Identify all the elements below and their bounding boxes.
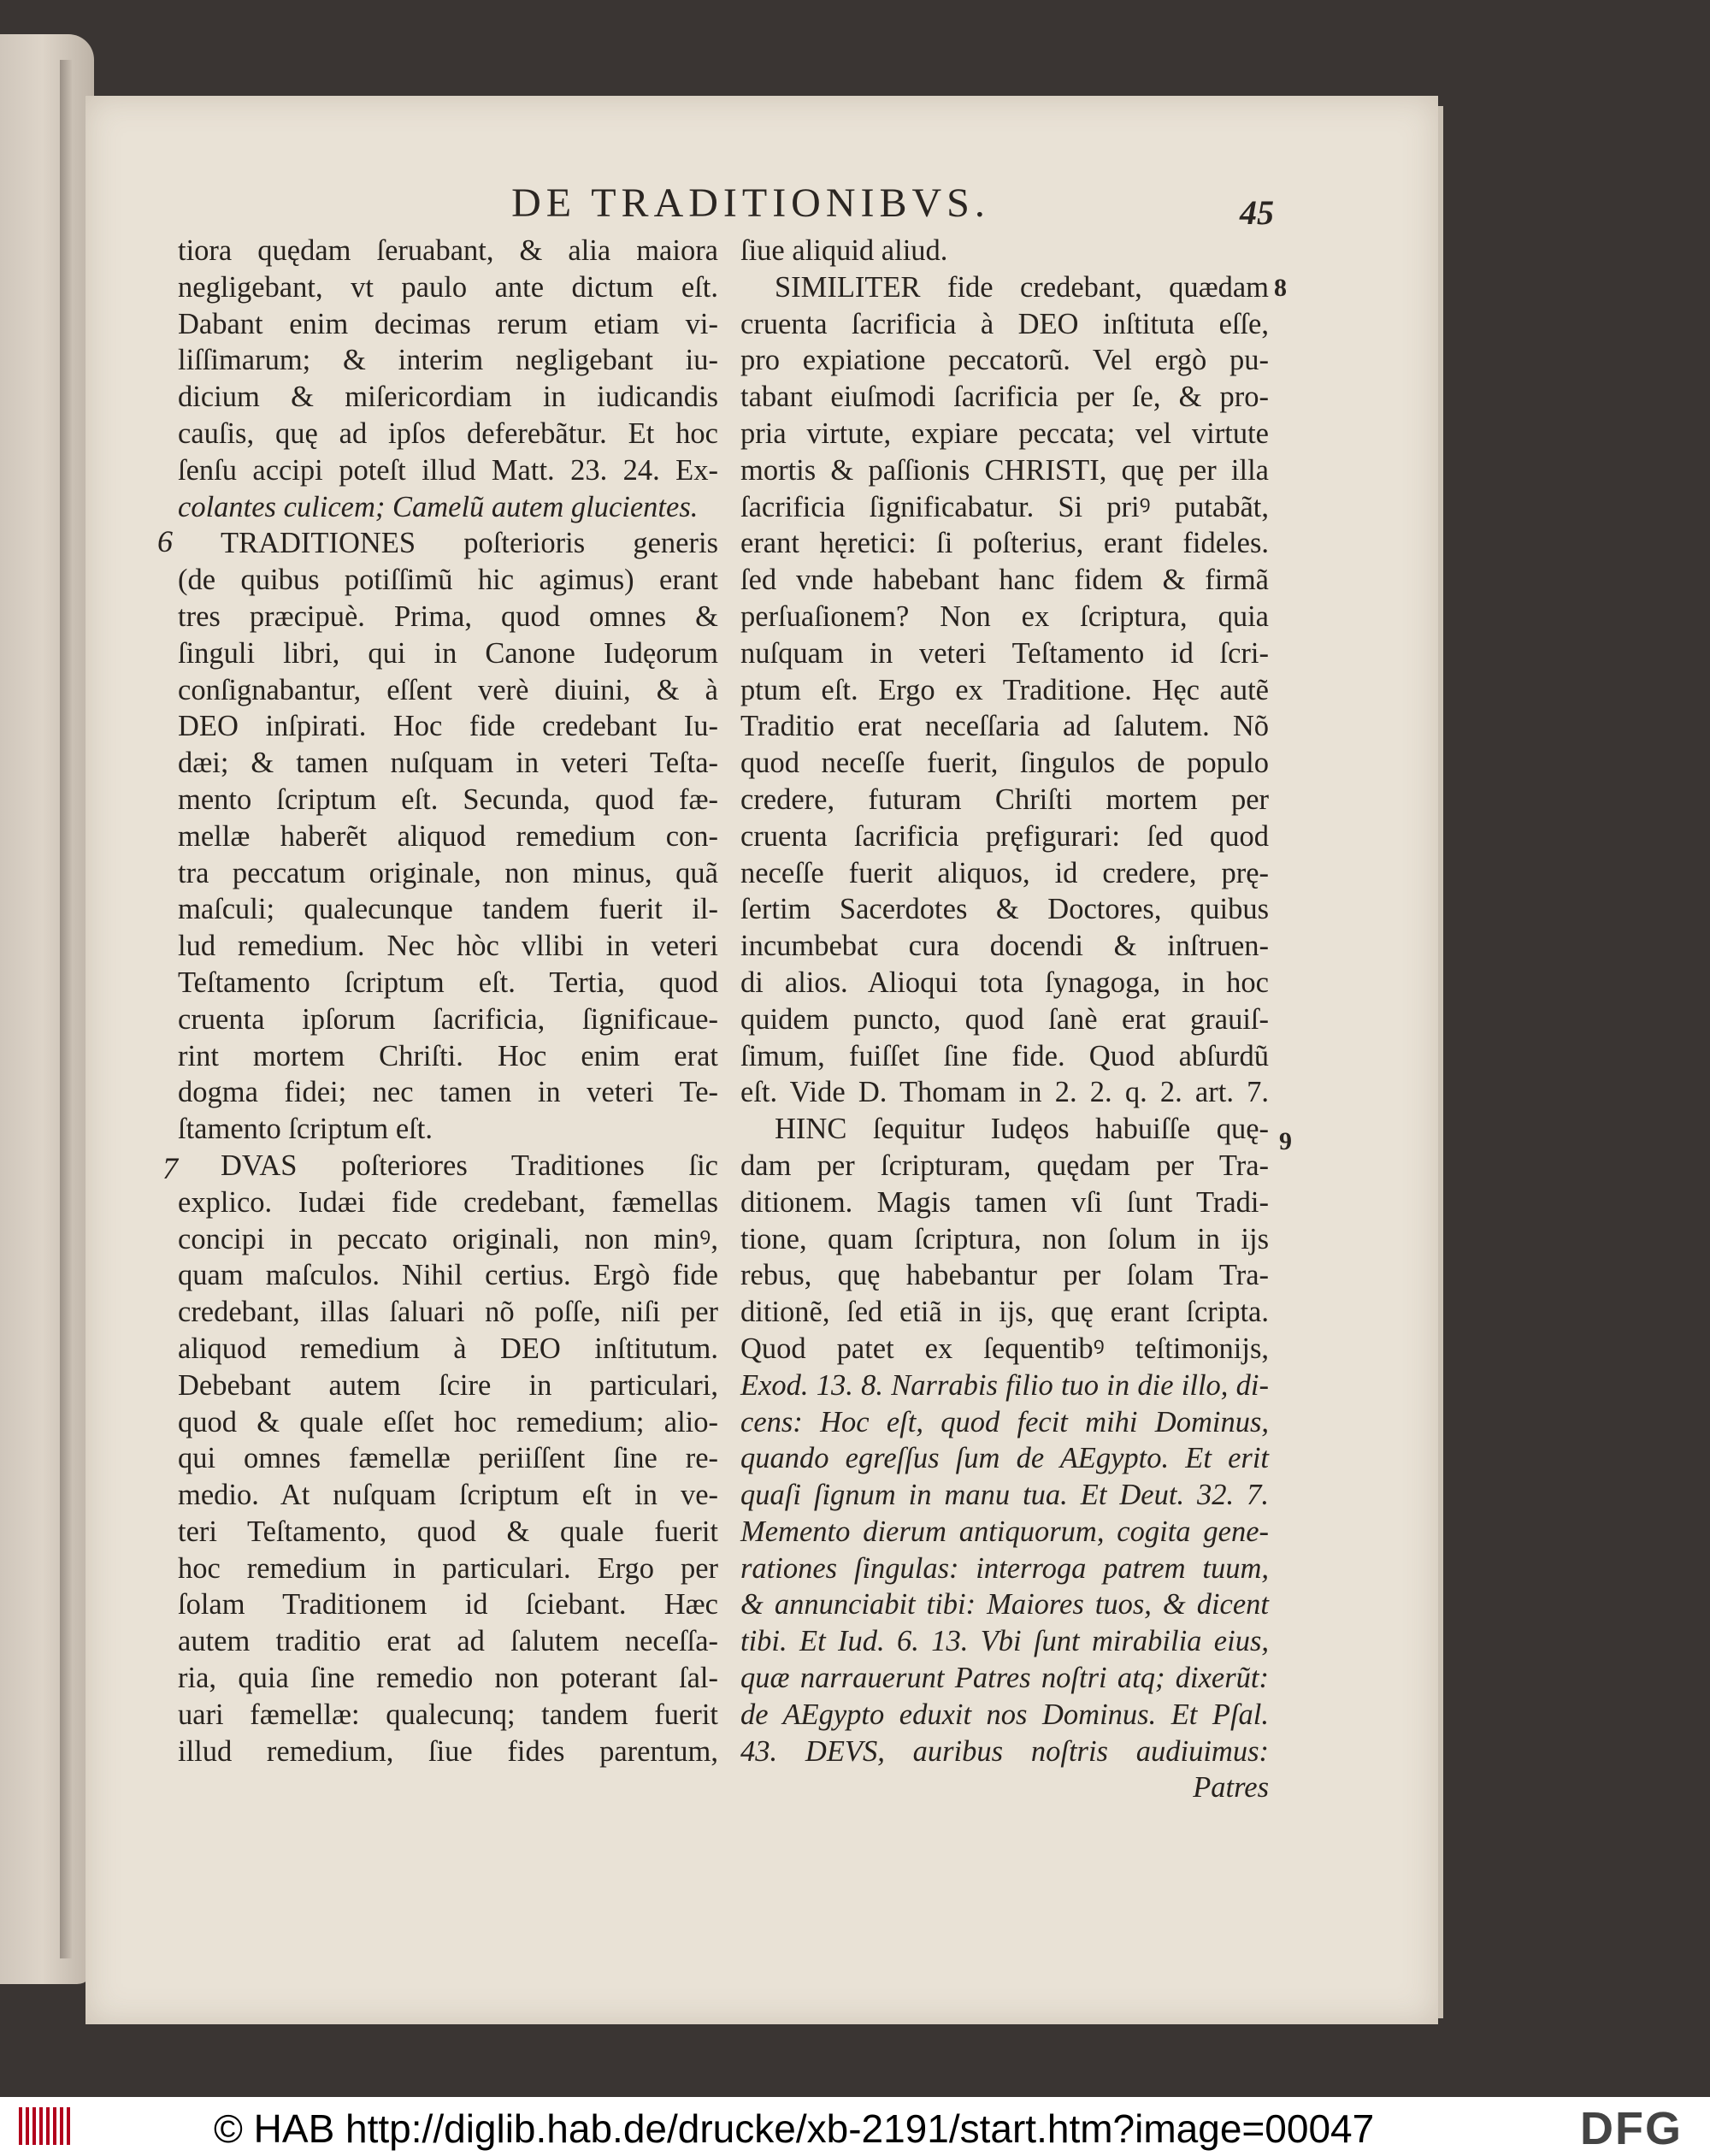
- text-line: & annunciabit tibi: Maiores tuos, & dicent: [740, 1588, 1269, 1621]
- text-line: quam maſculos. Nihil certius. Ergò fide: [178, 1259, 718, 1292]
- text-line: Quod patet ex ſequentibꝰ teſtimonijs,: [740, 1332, 1269, 1365]
- text-line: cruenta ſacrificia pręfigurari: ſed quod: [740, 819, 1269, 853]
- text-line: ſolam Traditionem id ſciebant. Hæc: [178, 1588, 718, 1621]
- margin-mark-9: 9: [1279, 1127, 1292, 1155]
- text-line: Exod. 13. 8. Narrabis filio tuo in die illo, di-: [740, 1368, 1269, 1402]
- margin-number-7: 7: [162, 1151, 178, 1185]
- text-line: Teſtamento ſcriptum eſt. Tertia, quod: [178, 966, 718, 999]
- text-line: liſſimarum; & interim negligebant iu-: [178, 344, 718, 377]
- text-line: hoc remedium in particulari. Ergo per: [178, 1551, 718, 1585]
- text-line: ditionẽ, ſed etiã in ijs, quę erant ſcripta.: [740, 1296, 1269, 1329]
- text-line: medio. At nuſquam ſcriptum eſt in ve-: [178, 1479, 718, 1512]
- right-text-column: [740, 233, 1269, 1806]
- text-line: rint mortem Chriſti. Hoc enim erat: [178, 1039, 718, 1072]
- text-line: dam per ſcripturam, quędam per Tra-: [740, 1149, 1269, 1182]
- text-line: explico. Iudæi fide credebant, fæmellas: [178, 1185, 718, 1219]
- text-line: eſt. Vide D. Thomam in 2. 2. q. 2. art. 7.: [740, 1076, 1269, 1109]
- text-line: ſtamento ſcriptum eſt.: [178, 1113, 433, 1146]
- text-line: tra peccatum originale, non minus, quã: [178, 856, 718, 889]
- left-text-column: [178, 233, 718, 1769]
- page-edge: [1438, 106, 1443, 2018]
- text-line: DVAS poſteriores Traditiones ſic: [221, 1149, 718, 1182]
- text-line: tione, quam ſcriptura, non ſolum in ijs: [740, 1222, 1269, 1255]
- text-line: concipi in peccato originali, non minꝰ,: [178, 1222, 718, 1255]
- previous-page-edge: [0, 34, 94, 1984]
- text-line: qui omnes fæmellæ periiſſent ſine re-: [178, 1442, 718, 1475]
- text-line: ſimum, fuiſſet ſine fide. Quod abſurdũ: [740, 1039, 1269, 1072]
- running-head: DE TRADITIONIBVS.: [511, 180, 990, 226]
- text-line: ſinguli libri, qui in Canone Iudęorum: [178, 636, 718, 670]
- margin-number-6: 6: [157, 524, 173, 558]
- text-line: ſertim Sacerdotes & Doctores, quibus: [740, 893, 1269, 926]
- page-number: 45: [1240, 193, 1274, 232]
- text-line: tiora quędam ſeruabant, & alia maiora: [178, 234, 718, 267]
- text-line: conſignabantur, eſſent verè diuini, & à: [178, 673, 718, 706]
- text-line: TRADITIONES poſterioris generis: [221, 527, 718, 560]
- text-line: cauſis, quę ad ipſos deferebãtur. Et hoc: [178, 416, 718, 450]
- text-line: mellæ haberẽt aliquod remedium con-: [178, 819, 718, 853]
- text-line: cens: Hoc eſt, quod fecit mihi Dominus,: [740, 1405, 1269, 1438]
- text-line: Debebant autem ſcire in particulari,: [178, 1368, 718, 1402]
- margin-mark-8: 8: [1274, 274, 1287, 302]
- text-line: rebus, quę habebantur per ſolam Tra-: [740, 1259, 1269, 1292]
- text-line: uari fæmellæ: qualecunq; tandem fuerit: [178, 1698, 718, 1731]
- text-line: quæ narrauerunt Patres noſtri atq; dixerũt:: [740, 1662, 1269, 1695]
- text-line: ſed vnde habebant hanc fidem & firmã: [740, 564, 1269, 597]
- text-line: dogma fidei; nec tamen in veteri Te-: [178, 1076, 718, 1109]
- text-line: illud remedium, ſiue fides parentum,: [178, 1734, 718, 1768]
- text-line: quidem puncto, quod ſanè erat grauiſ-: [740, 1002, 1269, 1036]
- text-line: maſculi; qualecunque tandem fuerit il-: [178, 893, 718, 926]
- text-line: ptum eſt. Ergo ex Traditione. Hęc autẽ: [740, 673, 1269, 706]
- text-line: quando egreſſus ſum de AEgypto. Et erit: [740, 1442, 1269, 1475]
- text-line: de AEgypto eduxit nos Dominus. Et Pſal.: [740, 1698, 1269, 1731]
- text-line: tres præcipuè. Prima, quod omnes &: [178, 600, 718, 633]
- text-line: rationes ſingulas: interroga patrem tuum,: [740, 1551, 1269, 1585]
- text-line: negligebant, vt paulo ante dictum eſt.: [178, 270, 718, 304]
- book-gutter: [60, 60, 72, 1958]
- text-line: mortis & paſſionis CHRISTI, quę per illa: [740, 453, 1269, 487]
- text-line: aliquod remedium à DEO inſtitutum.: [178, 1332, 718, 1365]
- text-line: Dabant enim decimas rerum etiam vi-: [178, 307, 718, 340]
- text-line: pro expiatione peccatorũ. Vel ergò pu-: [740, 344, 1269, 377]
- text-line: Memento dierum antiquorum, cogita gene-: [740, 1515, 1269, 1548]
- text-line: 43. DEVS, auribus noſtris audiuimus:: [740, 1734, 1269, 1768]
- text-line: erant hęretici: ſi poſterius, erant fideles.: [740, 527, 1269, 560]
- copyright-link[interactable]: © HAB http://diglib.hab.de/drucke/xb-2191/start.htm?image=00047: [214, 2106, 1375, 2151]
- text-line: ſiue aliquid aliud.: [740, 234, 948, 267]
- text-line: SIMILITER fide credebant, quædam: [775, 270, 1269, 304]
- text-line: cruenta ipſorum ſacrificia, ſignificaue-: [178, 1002, 718, 1036]
- text-line: pria virtute, expiare peccata; vel virtute: [740, 416, 1269, 450]
- text-line: dæi; & tamen nuſquam in veteri Teſta-: [178, 747, 718, 780]
- text-line: Traditio erat neceſſaria ad ſalutem. Nõ: [740, 710, 1269, 743]
- text-line: incumbebat cura docendi & inſtruen-: [740, 930, 1269, 963]
- text-line: neceſſe fuerit aliquos, id credere, prę-: [740, 856, 1269, 889]
- text-line: colantes culicem; Camelũ autem glucientes.: [178, 490, 699, 523]
- text-line: ſenſu accipi poteſt illud Matt. 23. 24. Ex-: [178, 453, 718, 487]
- catchword: Patres: [1193, 1771, 1269, 1805]
- text-line: autem traditio erat ad ſalutem neceſſa-: [178, 1625, 718, 1658]
- text-line: HINC ſequitur Iudęos habuiſſe quę-: [775, 1113, 1269, 1146]
- text-line: credebant, illas ſaluari nõ poſſe, niſi per: [178, 1296, 718, 1329]
- text-line: dicium & miſericordiam in iudicandis: [178, 381, 718, 414]
- text-line: quaſi ſignum in manu tua. Et Deut. 32. 7.: [740, 1479, 1269, 1512]
- text-line: perſuaſionem? Non ex ſcriptura, quia: [740, 600, 1269, 633]
- text-line: di alios. Alioqui tota ſynagoga, in hoc: [740, 966, 1269, 999]
- text-line: cruenta ſacrificia à DEO inſtituta eſſe,: [740, 307, 1269, 340]
- text-line: nuſquam in veteri Teſtamento id ſcri-: [740, 636, 1269, 670]
- hab-barcode-icon: [19, 2107, 74, 2145]
- text-line: quod & quale eſſet hoc remedium; alio-: [178, 1405, 718, 1438]
- text-line: ſacrificia ſignificabatur. Si priꝰ putabãt,: [740, 490, 1269, 523]
- footer-bar: [0, 2097, 1710, 2156]
- text-line: tabant eiuſmodi ſacrificia per ſe, & pro-: [740, 381, 1269, 414]
- dfg-logo: DFG: [1580, 2103, 1683, 2154]
- text-line: lud remedium. Nec hòc vllibi in veteri: [178, 930, 718, 963]
- text-line: quod neceſſe fuerit, ſingulos de populo: [740, 747, 1269, 780]
- text-line: teri Teſtamento, quod & quale fuerit: [178, 1515, 718, 1548]
- text-line: ria, quia ſine remedio non poterant ſal-: [178, 1662, 718, 1695]
- text-line: mento ſcriptum eſt. Secunda, quod fæ-: [178, 783, 718, 816]
- text-line: credere, futuram Chriſti mortem per: [740, 783, 1269, 816]
- text-line: tibi. Et Iud. 6. 13. Vbi ſunt mirabilia eius,: [740, 1625, 1269, 1658]
- text-line: ditionem. Magis tamen vſi ſunt Tradi-: [740, 1185, 1269, 1219]
- text-line: DEO inſpirati. Hoc fide credebant Iu-: [178, 710, 718, 743]
- text-line: (de quibus potiſſimũ hic agimus) erant: [178, 564, 718, 597]
